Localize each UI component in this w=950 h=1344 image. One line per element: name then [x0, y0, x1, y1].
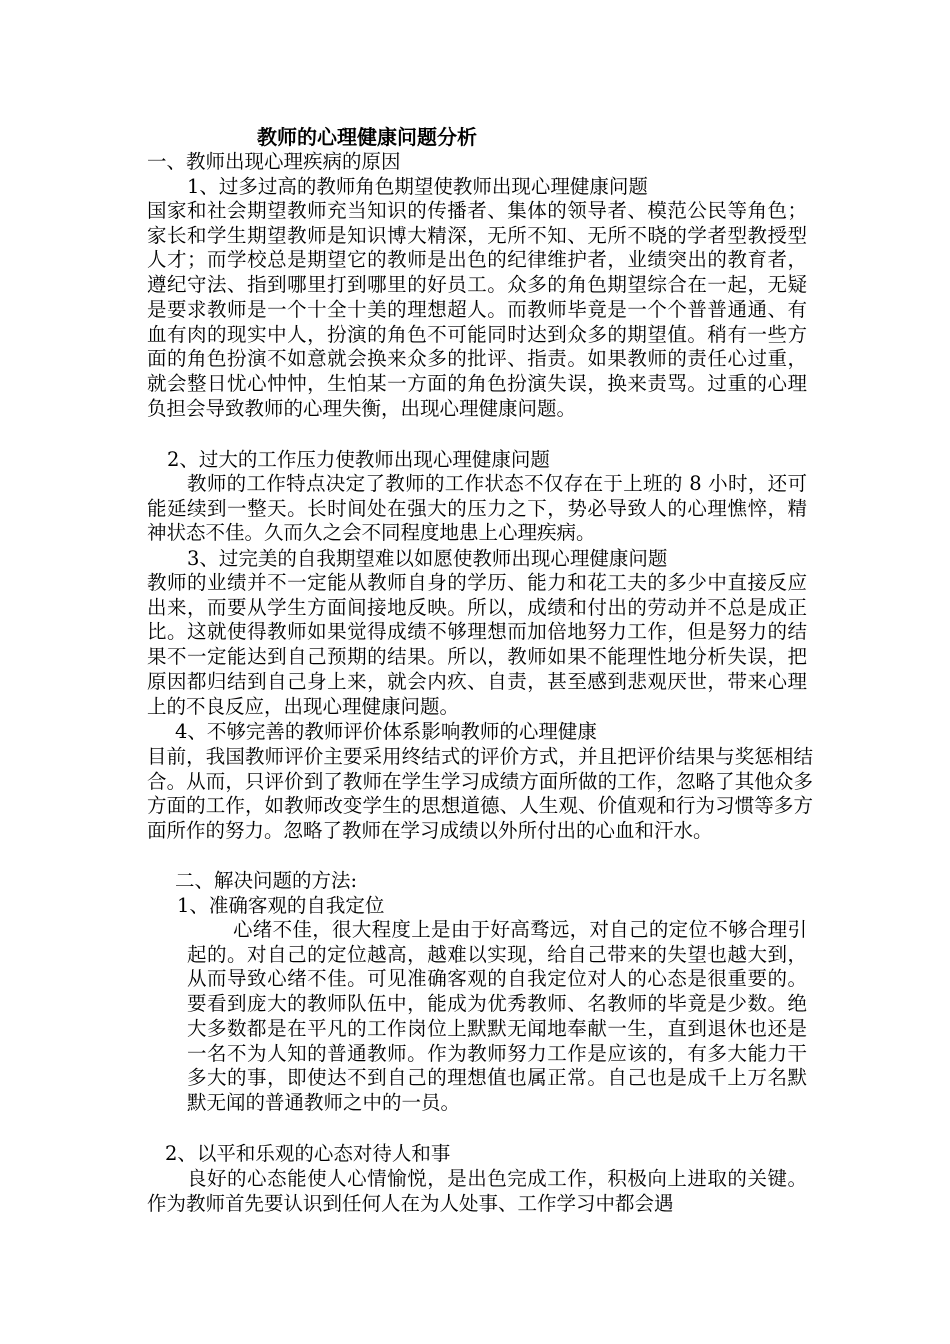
paragraph: 国家和社会期望教师充当知识的传播者、集体的领导者、模范公民等角色；家长和学生期望教师是知识博大精深，无所不知、无所不晓的学者型教授型人才；而学校总是期望它的教师是出色的纪律维护者，业绩突出的教育者，遵纪守法、指到哪里打到哪里的好员工。众多的角色期望综合在一起，无疑是要求教师是一个十全十美的理想超人。而教师毕竟是一个个普普通通、有血有肉的现实中人，扮演的角色不可能同时达到众多的期望值。稍有一些方面的角色扮演不如意就会换来众多的批评、指责。如果教师的责任心过重，就会整日忧心忡忡，生怕某一方面的角色扮演失误，换来责骂。过重的心理负担会导致教师的心理失衡，出现心理健康问题。 [147, 199, 807, 420]
paragraph: 教师的业绩并不一定能从教师自身的学历、能力和花工夫的多少中直接反应出来，而要从学生方面间接地反映。所以，成绩和付出的劳动并不总是成正比。这就使得教师如果觉得成绩不够理想而加倍地努力工作，但是努力的结果不一定能达到自己预期的结果。所以，教师如果不能理性地分析失误，把原因都归结到自己身上来，就会内疚、自责，甚至感到悲观厌世，带来心理上的不良反应，出现心理健康问题。 [147, 571, 807, 718]
section-heading: 二、解决问题的方法: [175, 869, 358, 892]
document-title: 教师的心理健康问题分析 [257, 125, 477, 149]
subsection-heading: 2、以平和乐观的心态对待人和事 [165, 1142, 451, 1165]
subsection-heading: 3、过完美的自我期望难以如愿使教师出现心理健康问题 [187, 547, 668, 570]
paragraph: 目前，我国教师评价主要采用终结式的评价方式，并且把评价结果与奖惩相结合。从而，只评价到了教师在学生学习成绩方面所做的工作，忽略了其他众多方面的工作，如教师改变学生的思想道德、人生观、价值观和行为习惯等多方面所作的努力。忽略了教师在学习成绩以外所付出的心血和汗水。 [147, 745, 813, 843]
paragraph: 心绪不佳，很大程度上是由于好高骛远，对自己的定位不够合理引起的。对自己的定位越高，越难以实现，给自己带来的失望也越大到，从而导致心绪不佳。可见准确客观的自我定位对人的心态是很重要的。要看到庞大的教师队伍中，能成为优秀教师、名教师的毕竟是少数。绝大多数都是在平凡的工作岗位上默默无闻地奉献一生，直到退休也还是一名不为人知的普通教师。作为教师努力工作是应该的，有多大能力干多大的事，即使达不到自己的理想值也属正常。自己也是成千上万名默默无闻的普通教师之中的一员。 [187, 918, 807, 1114]
subsection-heading: 4、不够完善的教师评价体系影响教师的心理健康 [175, 720, 597, 743]
subsection-heading: 2、过大的工作压力使教师出现心理健康问题 [167, 448, 550, 471]
paragraph: 教师的工作特点决定了教师的工作状态不仅存在于上班的 8 小时，还可能延续到一整天。长时间处在强大的压力之下，势必导致人的心理憔悴，精神状态不佳。久而久之会不同程度地患上心理疾病。 [147, 472, 807, 545]
section-heading: 一、教师出现心理疾病的原因 [147, 150, 401, 173]
subsection-heading: 1、过多过高的教师角色期望使教师出现心理健康问题 [187, 175, 648, 198]
paragraph: 良好的心态能使人心情愉悦，是出色完成工作，积极向上进取的关键。作为教师首先要认识到任何人在为人处事、工作学习中都会遇 [147, 1167, 807, 1215]
subsection-heading: 1、准确客观的自我定位 [177, 894, 385, 917]
